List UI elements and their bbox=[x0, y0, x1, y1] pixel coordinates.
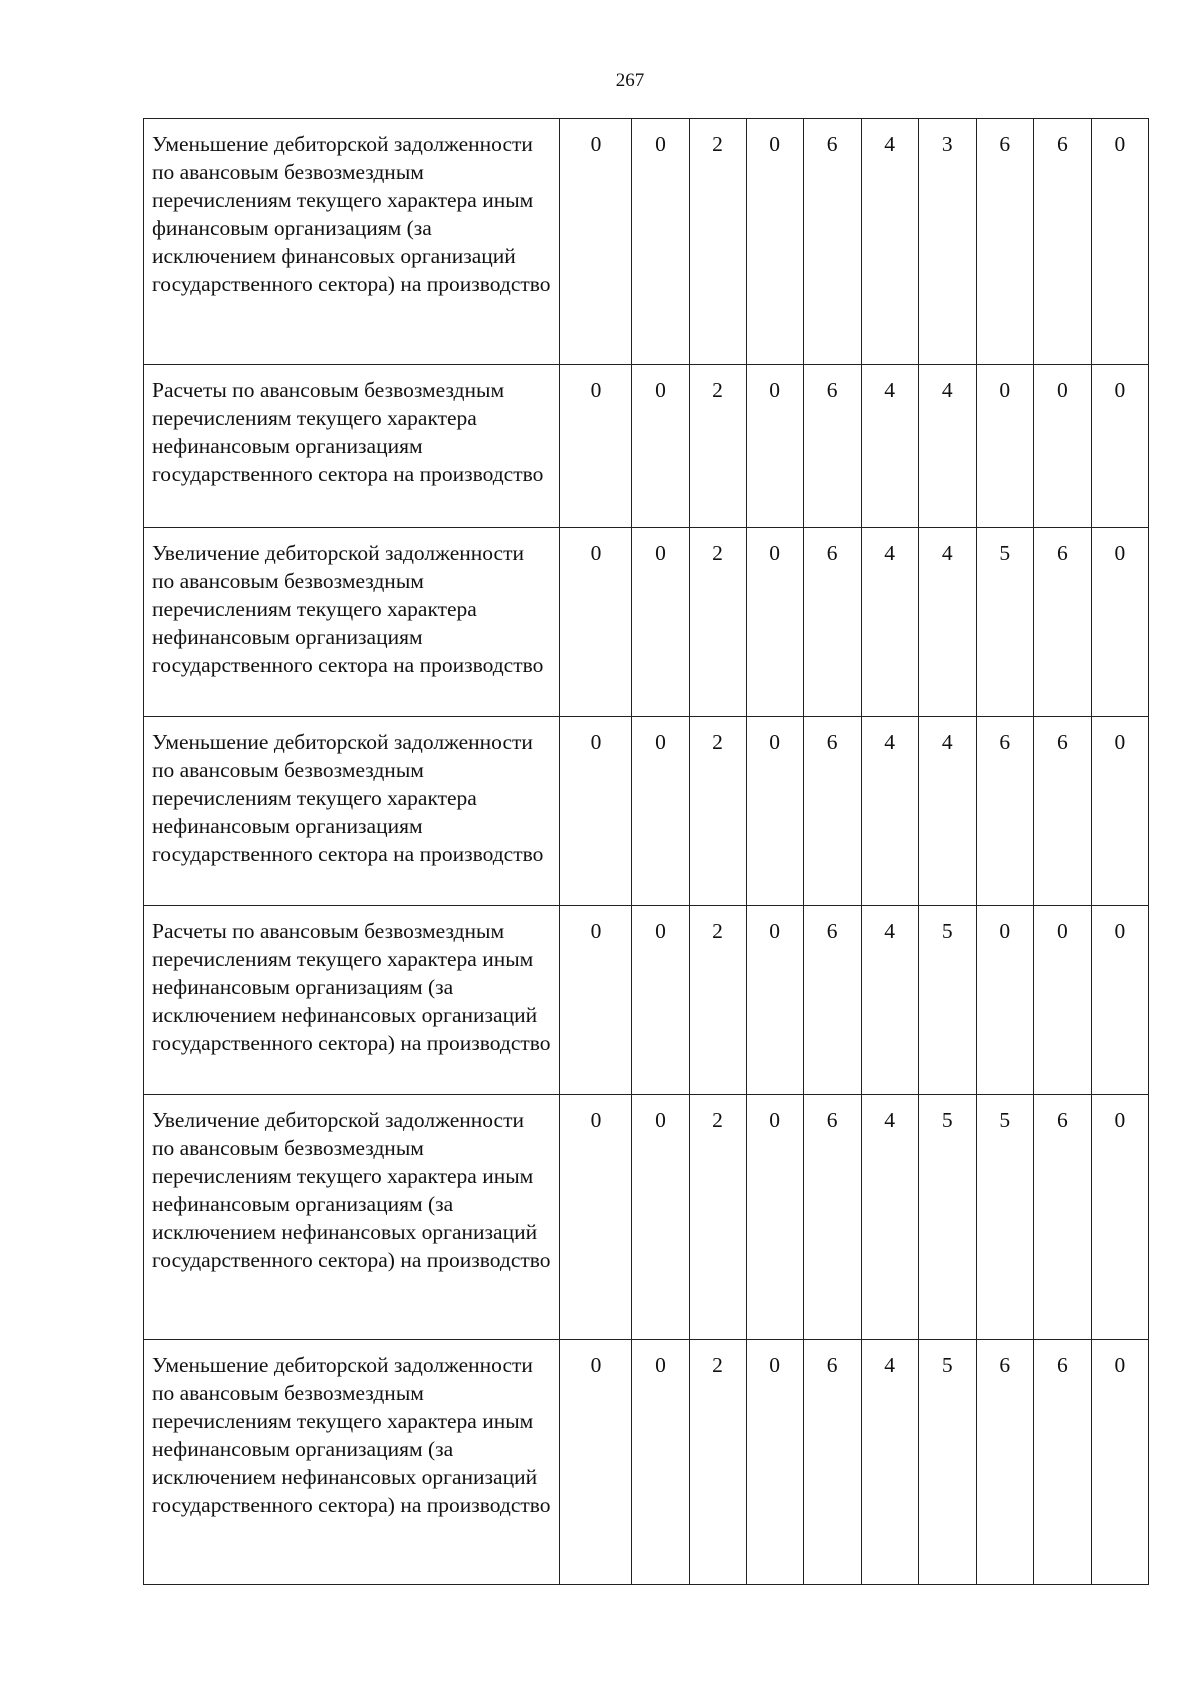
code-digit: 0 bbox=[746, 906, 803, 1095]
code-digit: 4 bbox=[861, 1340, 918, 1585]
code-digit: 4 bbox=[918, 365, 976, 528]
code-digit: 0 bbox=[560, 717, 632, 906]
code-digit: 6 bbox=[1033, 717, 1091, 906]
code-digit: 6 bbox=[803, 1340, 861, 1585]
code-digit: 0 bbox=[632, 1340, 689, 1585]
code-digit: 6 bbox=[1033, 1340, 1091, 1585]
table-row bbox=[144, 717, 1149, 906]
code-digit: 0 bbox=[746, 528, 803, 717]
code-digit: 6 bbox=[1033, 1095, 1091, 1340]
code-digit: 0 bbox=[632, 906, 689, 1095]
code-digit: 0 bbox=[560, 1095, 632, 1340]
code-digit: 4 bbox=[861, 906, 918, 1095]
row-description: Расчеты по авансовым безвозмездным перечислениям текущего характера иным нефинансовым организациям (за исключением нефинансовых организаций государственного сектора) на производство bbox=[144, 906, 560, 1095]
code-digit: 0 bbox=[746, 1340, 803, 1585]
code-digit: 6 bbox=[1033, 119, 1091, 365]
code-digit: 2 bbox=[689, 717, 746, 906]
code-digit: 0 bbox=[632, 717, 689, 906]
table-row bbox=[144, 906, 1149, 1095]
code-digit: 0 bbox=[632, 528, 689, 717]
code-digit: 3 bbox=[918, 119, 976, 365]
code-digit: 4 bbox=[861, 119, 918, 365]
code-digit: 4 bbox=[918, 717, 976, 906]
table-row bbox=[144, 365, 1149, 528]
code-digit: 5 bbox=[918, 906, 976, 1095]
code-digit: 0 bbox=[976, 906, 1033, 1095]
code-digit: 0 bbox=[632, 1095, 689, 1340]
row-description: Увеличение дебиторской задолженности по авансовым безвозмездным перечислениям текущего характера нефинансовым организациям государственного сектора на производство bbox=[144, 528, 560, 717]
code-digit: 2 bbox=[689, 365, 746, 528]
code-digit: 0 bbox=[1091, 717, 1148, 906]
code-digit: 0 bbox=[1091, 1095, 1148, 1340]
code-digit: 5 bbox=[976, 528, 1033, 717]
code-digit: 0 bbox=[560, 365, 632, 528]
code-digit: 4 bbox=[918, 528, 976, 717]
code-digit: 0 bbox=[746, 1095, 803, 1340]
code-digit: 0 bbox=[976, 365, 1033, 528]
code-digit: 5 bbox=[976, 1095, 1033, 1340]
code-digit: 0 bbox=[632, 119, 689, 365]
code-digit: 0 bbox=[1091, 528, 1148, 717]
code-digit: 5 bbox=[918, 1340, 976, 1585]
code-digit: 6 bbox=[1033, 528, 1091, 717]
row-description: Уменьшение дебиторской задолженности по авансовым безвозмездным перечислениям текущего характера иным нефинансовым организациям (за исключением нефинансовых организаций государственного сектора) на производство bbox=[144, 1340, 560, 1585]
code-digit: 6 bbox=[803, 528, 861, 717]
table-body bbox=[144, 119, 1149, 1585]
code-digit: 6 bbox=[803, 365, 861, 528]
code-digit: 6 bbox=[803, 1095, 861, 1340]
table-row bbox=[144, 528, 1149, 717]
code-digit: 0 bbox=[1091, 119, 1148, 365]
code-digit: 0 bbox=[1033, 365, 1091, 528]
code-digit: 0 bbox=[560, 906, 632, 1095]
code-digit: 0 bbox=[746, 119, 803, 365]
code-digit: 0 bbox=[560, 528, 632, 717]
code-digit: 6 bbox=[803, 119, 861, 365]
code-digit: 4 bbox=[861, 365, 918, 528]
code-digit: 0 bbox=[1091, 365, 1148, 528]
code-digit: 0 bbox=[1033, 906, 1091, 1095]
code-digit: 0 bbox=[746, 365, 803, 528]
code-digit: 2 bbox=[689, 1095, 746, 1340]
code-digit: 4 bbox=[861, 1095, 918, 1340]
row-description: Увеличение дебиторской задолженности по авансовым безвозмездным перечислениям текущего характера иным нефинансовым организациям (за исключением нефинансовых организаций государственного сектора) на производство bbox=[144, 1095, 560, 1340]
table-row bbox=[144, 119, 1149, 365]
code-digit: 2 bbox=[689, 528, 746, 717]
code-digit: 6 bbox=[803, 906, 861, 1095]
code-digit: 0 bbox=[560, 1340, 632, 1585]
account-code-table bbox=[143, 118, 1149, 1585]
page-number: 267 bbox=[615, 70, 645, 91]
code-digit: 6 bbox=[976, 717, 1033, 906]
code-digit: 0 bbox=[632, 365, 689, 528]
code-digit: 0 bbox=[560, 119, 632, 365]
code-digit: 2 bbox=[689, 1340, 746, 1585]
code-digit: 0 bbox=[1091, 906, 1148, 1095]
code-digit: 6 bbox=[803, 717, 861, 906]
row-description: Уменьшение дебиторской задолженности по авансовым безвозмездным перечислениям текущего характера иным финансовым организациям (за исключением финансовых организаций государственного сектора) на производство bbox=[144, 119, 560, 365]
code-digit: 0 bbox=[746, 717, 803, 906]
row-description: Уменьшение дебиторской задолженности по авансовым безвозмездным перечислениям текущего характера нефинансовым организациям государственного сектора на производство bbox=[144, 717, 560, 906]
code-digit: 4 bbox=[861, 528, 918, 717]
code-digit: 5 bbox=[918, 1095, 976, 1340]
code-digit: 6 bbox=[976, 1340, 1033, 1585]
code-digit: 4 bbox=[861, 717, 918, 906]
code-digit: 2 bbox=[689, 119, 746, 365]
code-digit: 6 bbox=[976, 119, 1033, 365]
table-row bbox=[144, 1095, 1149, 1340]
code-digit: 0 bbox=[1091, 1340, 1148, 1585]
code-digit: 2 bbox=[689, 906, 746, 1095]
row-description: Расчеты по авансовым безвозмездным перечислениям текущего характера нефинансовым организациям государственного сектора на производство bbox=[144, 365, 560, 528]
table-row bbox=[144, 1340, 1149, 1585]
